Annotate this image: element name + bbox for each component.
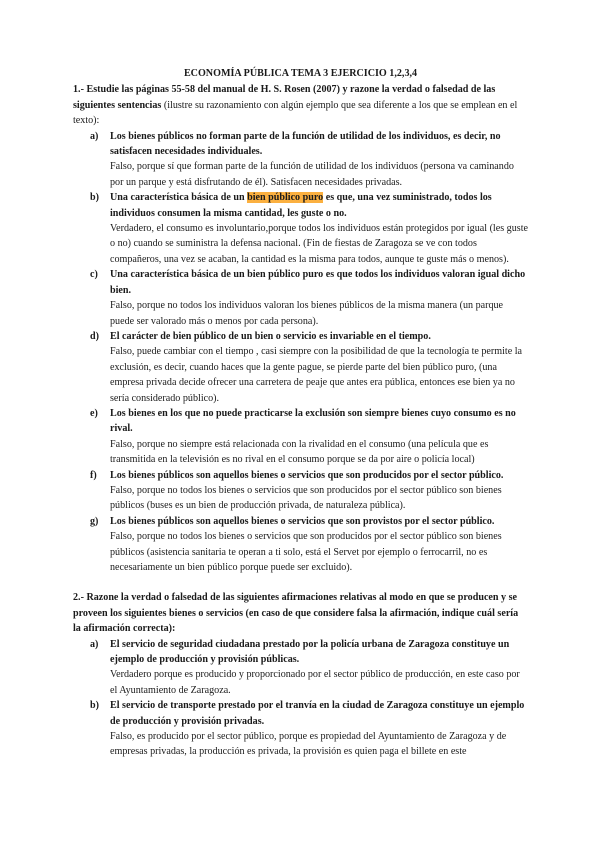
item-statement: El servicio de transporte prestado por el tranvía en la ciudad de Zaragoza constituye un ejemplo de producción y provisión privadas. xyxy=(110,700,525,727)
item-answer: Falso, puede cambiar con el tiempo , casi siempre con la posibilidad de que la tecnología te permite la exclusión, es decir, cuando haces que la gente pague, se pierde parte del bien público puro, (una empresa privada decide ofrecer una carretera de peaje que antes era pública, entonces ese bien ya no sería considerado público). xyxy=(110,346,523,404)
item-letter: e) xyxy=(90,407,98,419)
item-statement: El servicio de seguridad ciudadana prestado por la policía urbana de Zaragoza constituye un ejemplo de producción y provisión públicas. xyxy=(110,638,510,666)
list-item xyxy=(73,637,528,699)
item-statement xyxy=(110,190,528,221)
list-item xyxy=(73,329,528,406)
highlighted-text: bien público puro xyxy=(247,192,324,204)
item-answer: Falso, es producido por el sector público, porque es propiedad del Ayuntamiento de Zaragoza y de empresas privadas, la producción es privada, la provisión es quien paga el billete en este xyxy=(110,731,507,758)
statement-post: es que, una vez suministrado, todos los individuos consumen la misma cantidad, les guste o no. xyxy=(110,192,492,219)
section-gap xyxy=(73,575,528,590)
item-answer: Verdadero porque es producido y proporcionado por el sector público de producción, en este caso por el Ayuntamiento de Zaragoza. xyxy=(110,669,520,696)
question-1-intro xyxy=(73,82,528,128)
item-letter: g) xyxy=(90,515,99,527)
item-letter: b) xyxy=(90,700,99,712)
list-item xyxy=(73,129,528,191)
item-answer: Falso, porque no todos los bienes o servicios que son producidos por el sector público son bienes públicos (buses es un bien de producción privada, de naturaleza pública). xyxy=(110,484,502,512)
item-statement: Los bienes públicos son aquellos bienes o servicios que son provistos por el sector público. xyxy=(110,515,495,527)
item-answer: Verdadero, el consumo es involuntario,porque todos los individuos están protegidos por igual (les guste o no) cuando se suministra la defensa nacional. (Fin de fiestas de Zaragoza se ve con todos compañeros, una vez se acaban, la cantidad es la misma para todos, aunque te guste más o menos). xyxy=(110,223,528,265)
list-item xyxy=(73,406,528,468)
item-statement: Los bienes públicos son aquellos bienes o servicios que son producidos por el sector público. xyxy=(110,469,504,481)
item-letter: b) xyxy=(90,192,99,204)
document-title: ECONOMÍA PÚBLICA TEMA 3 EJERCICIO 1,2,3,4 xyxy=(183,68,418,79)
item-statement: Los bienes públicos no forman parte de la función de utilidad de los individuos, es decir, no satisfacen necesidades individuales. xyxy=(110,130,501,158)
list-item xyxy=(73,190,528,267)
item-letter: d) xyxy=(90,330,99,342)
question-1-items xyxy=(73,129,528,576)
item-answer: Falso, porque no siempre está relacionada con la rivalidad en el consumo (una película que es transmitida en la televisión es no rival en el consumo porque se da por aire o policía local) xyxy=(110,438,489,466)
item-letter: a) xyxy=(90,130,99,142)
item-statement: El carácter de bien público de un bien o servicio es invariable en el tiempo. xyxy=(110,330,431,342)
item-answer: Falso, porque no todos los bienes o servicios que son producidos por el sector público son bienes públicos (asistencia sanitaria te operan a ti solo, está el Servet por ejemplo o ferrocarril, no es necesariamente un bien público porque puede ser excluido). xyxy=(110,531,502,573)
question-2-items xyxy=(73,637,528,760)
item-letter: c) xyxy=(90,269,98,281)
item-answer: Falso, porque no todos los individuos valoran los bienes públicos de la misma manera (un parque puede ser valorado más o menos por cada persona). xyxy=(110,300,504,327)
list-item xyxy=(73,698,528,760)
document-page xyxy=(73,66,528,760)
question-2-intro: 2.- Razone la verdad o falsedad de las siguientes afirmaciones relativas al modo en que se producen y se proveen los siguientes bienes o servicios (en caso de que considere falsa la afirmación, indique cuál sería la afirmación correcta): xyxy=(73,592,519,635)
item-answer: Falso, porque sí que forman parte de la función de utilidad de los individuos (persona va caminando por un parque y está disfrutando de él). Satisfacen necesidades privadas. xyxy=(110,161,514,188)
item-statement: Una característica básica de un bien público puro es que todos los individuos valoran igual dicho bien. xyxy=(110,269,526,296)
item-letter: a) xyxy=(90,638,99,650)
list-item xyxy=(73,267,528,329)
list-item xyxy=(73,514,528,576)
statement-pre: Una característica básica de un xyxy=(110,192,248,204)
question-1-intro-bold: 1.- Estudie las páginas 55-58 del manual de H. S. Rosen (2007) y razone la verdad o falsedad de las siguientes sentencias xyxy=(73,84,496,111)
list-item xyxy=(73,468,528,514)
item-statement: Los bienes en los que no puede practicarse la exclusión son siempre bienes cuyo consumo es no rival. xyxy=(110,407,516,435)
question-1-intro-normal: (ilustre su razonamiento con algún ejemplo que sea diferente a los que se emplean en el texto): xyxy=(73,99,518,127)
item-letter: f) xyxy=(90,469,97,481)
